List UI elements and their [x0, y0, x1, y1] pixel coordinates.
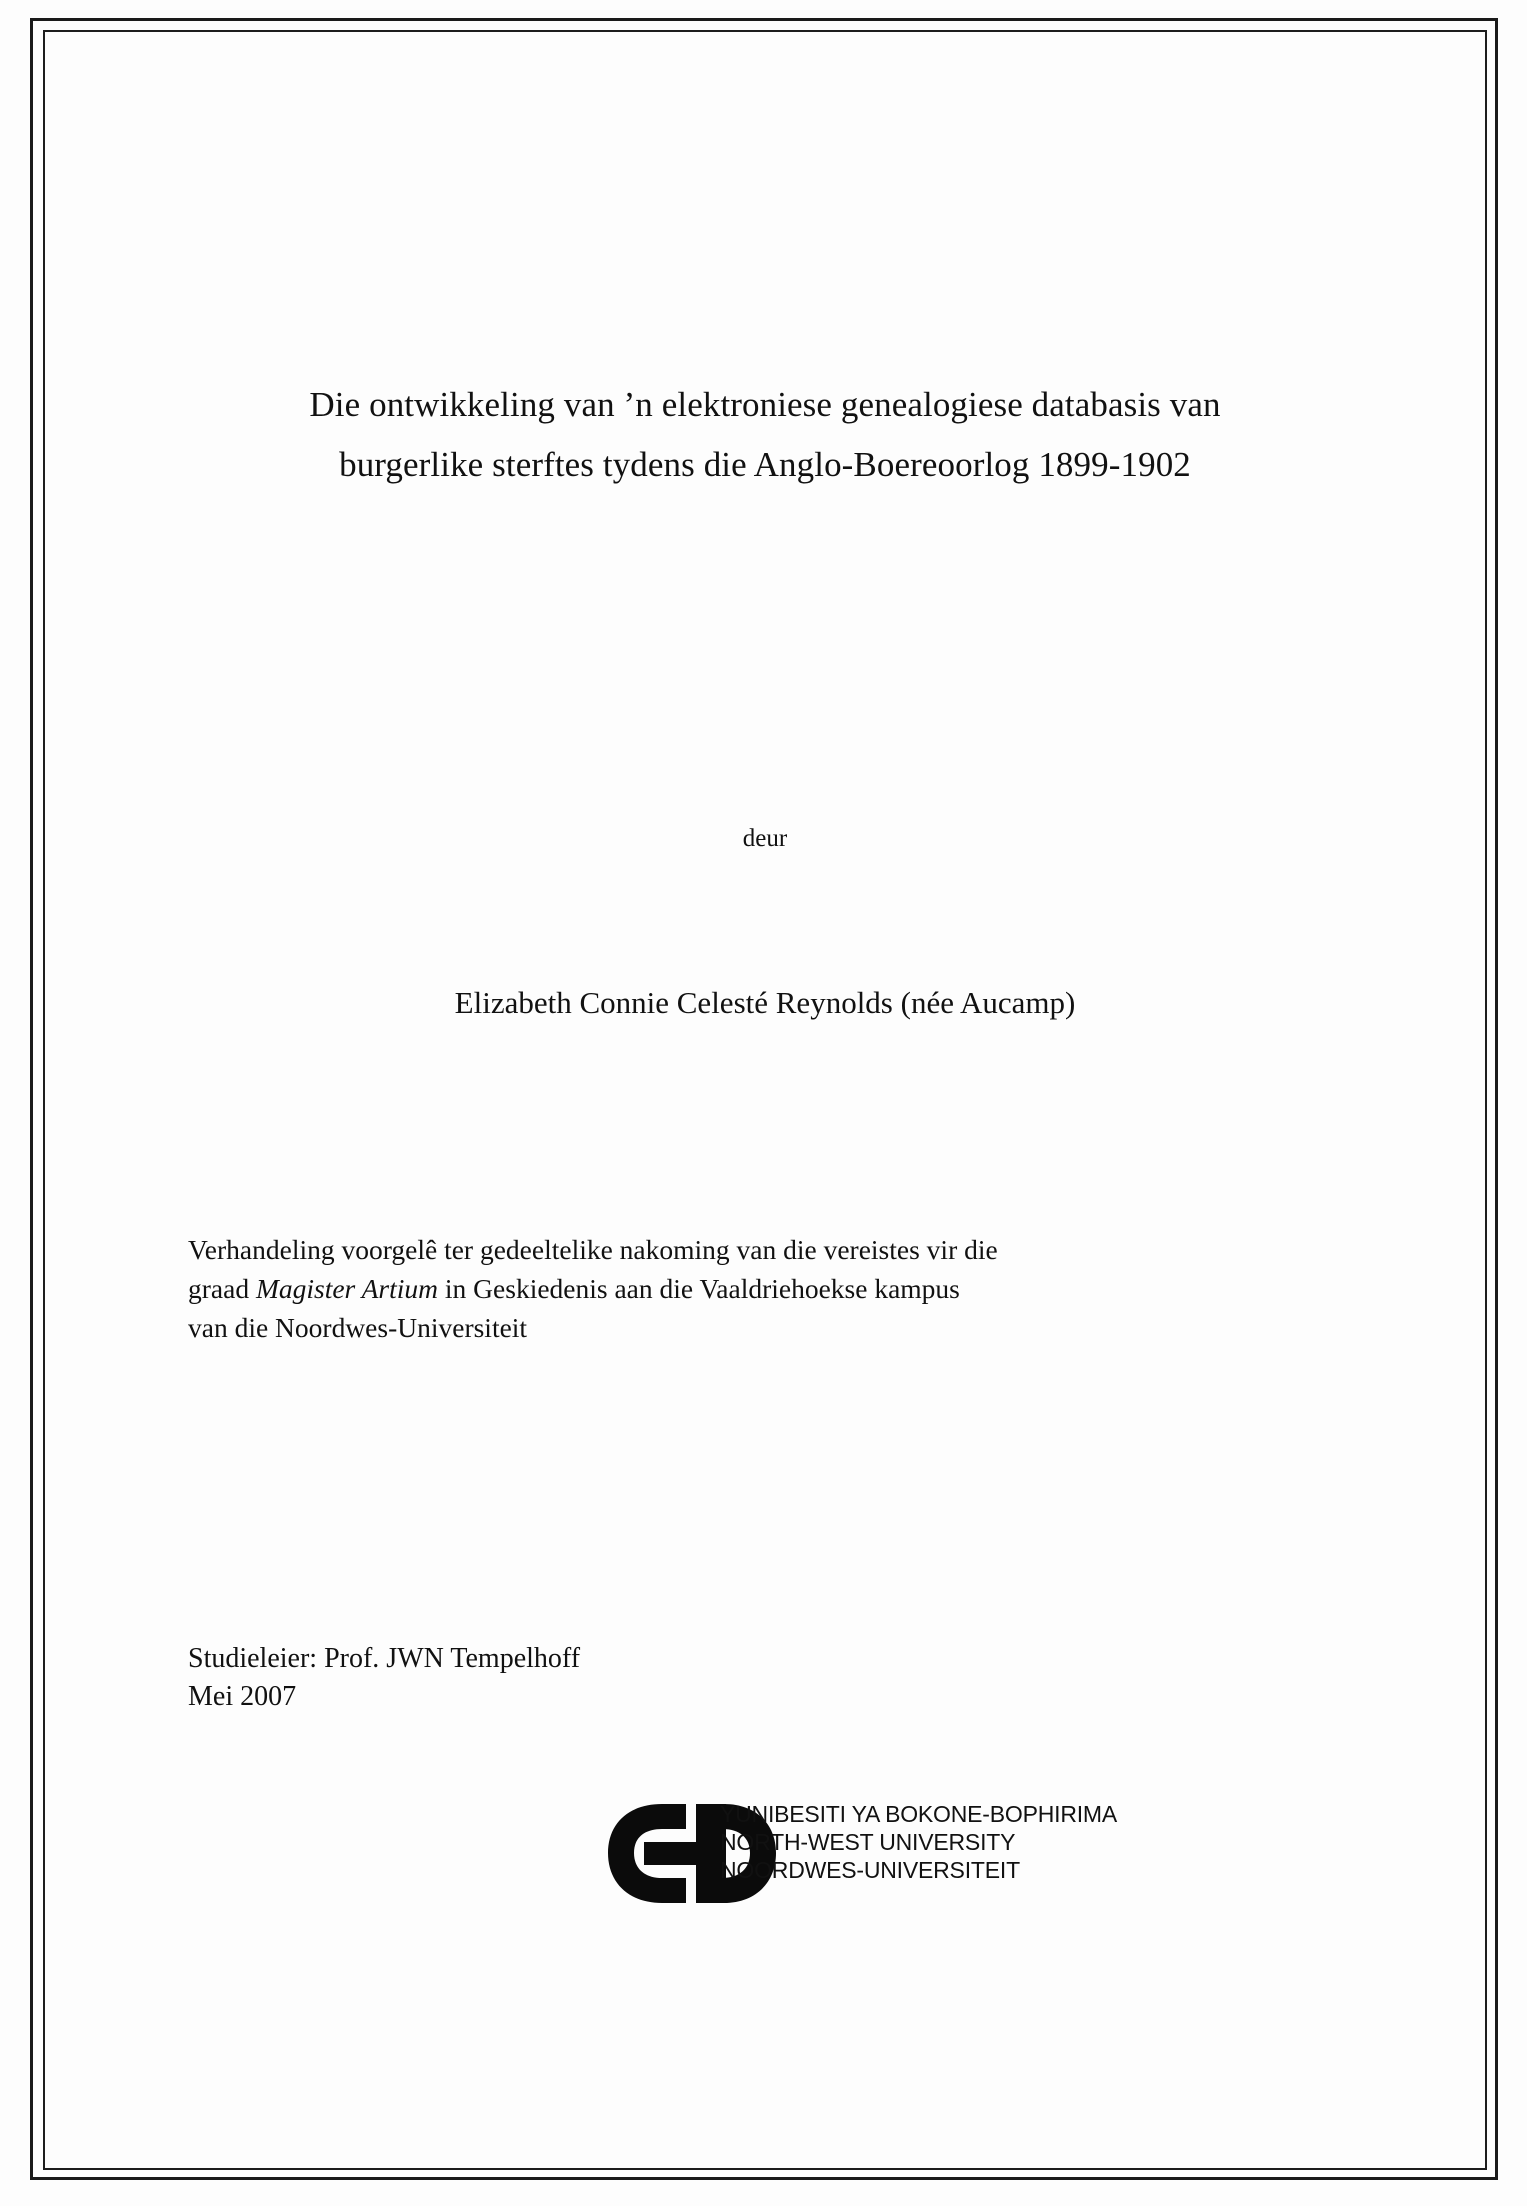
statement-line-3: van die Noordwes-Universiteit: [188, 1312, 528, 1344]
title-line-1: Die ontwikkeling van ’n elektroniese genealogiese databasis van: [309, 385, 1221, 424]
supervisor-block: [188, 1640, 1188, 1716]
degree-name: Magister Artium: [255, 1273, 439, 1305]
date-line: Mei 2007: [188, 1681, 297, 1713]
statement-line-1: Verhandeling voorgelê ter gedeeltelike nakoming van die vereistes vir die: [188, 1234, 998, 1265]
degree-statement: [188, 1230, 1333, 1347]
statement-line-2-suffix: in Geskiedenis aan die Vaaldriehoekse kampus: [438, 1273, 960, 1305]
page-title: [180, 375, 1350, 495]
logo-line-2: NORTH-WEST UNIVERSITY: [720, 1829, 1016, 1856]
logo-text: [720, 1800, 1117, 1884]
logo-line-3: NOORDWES-UNIVERSITEIT: [720, 1857, 1020, 1884]
page-content: [150, 30, 1380, 2160]
by-label: deur: [742, 825, 788, 852]
supervisor-line: Studieleier: Prof. JWN Tempelhoff: [188, 1643, 581, 1674]
title-line-2: burgerlike sterftes tydens die Anglo-Boereoorlog 1899-1902: [339, 445, 1191, 485]
statement-line-2: [188, 1269, 1333, 1308]
university-logo: [600, 1790, 1240, 1920]
statement-line-2-prefix: graad: [188, 1273, 256, 1305]
logo-line-1: YUNIBESITI YA BOKONE-BOPHIRIMA: [720, 1801, 1118, 1827]
author-name: Elizabeth Connie Celesté Reynolds (née Aucamp): [454, 985, 1076, 1020]
